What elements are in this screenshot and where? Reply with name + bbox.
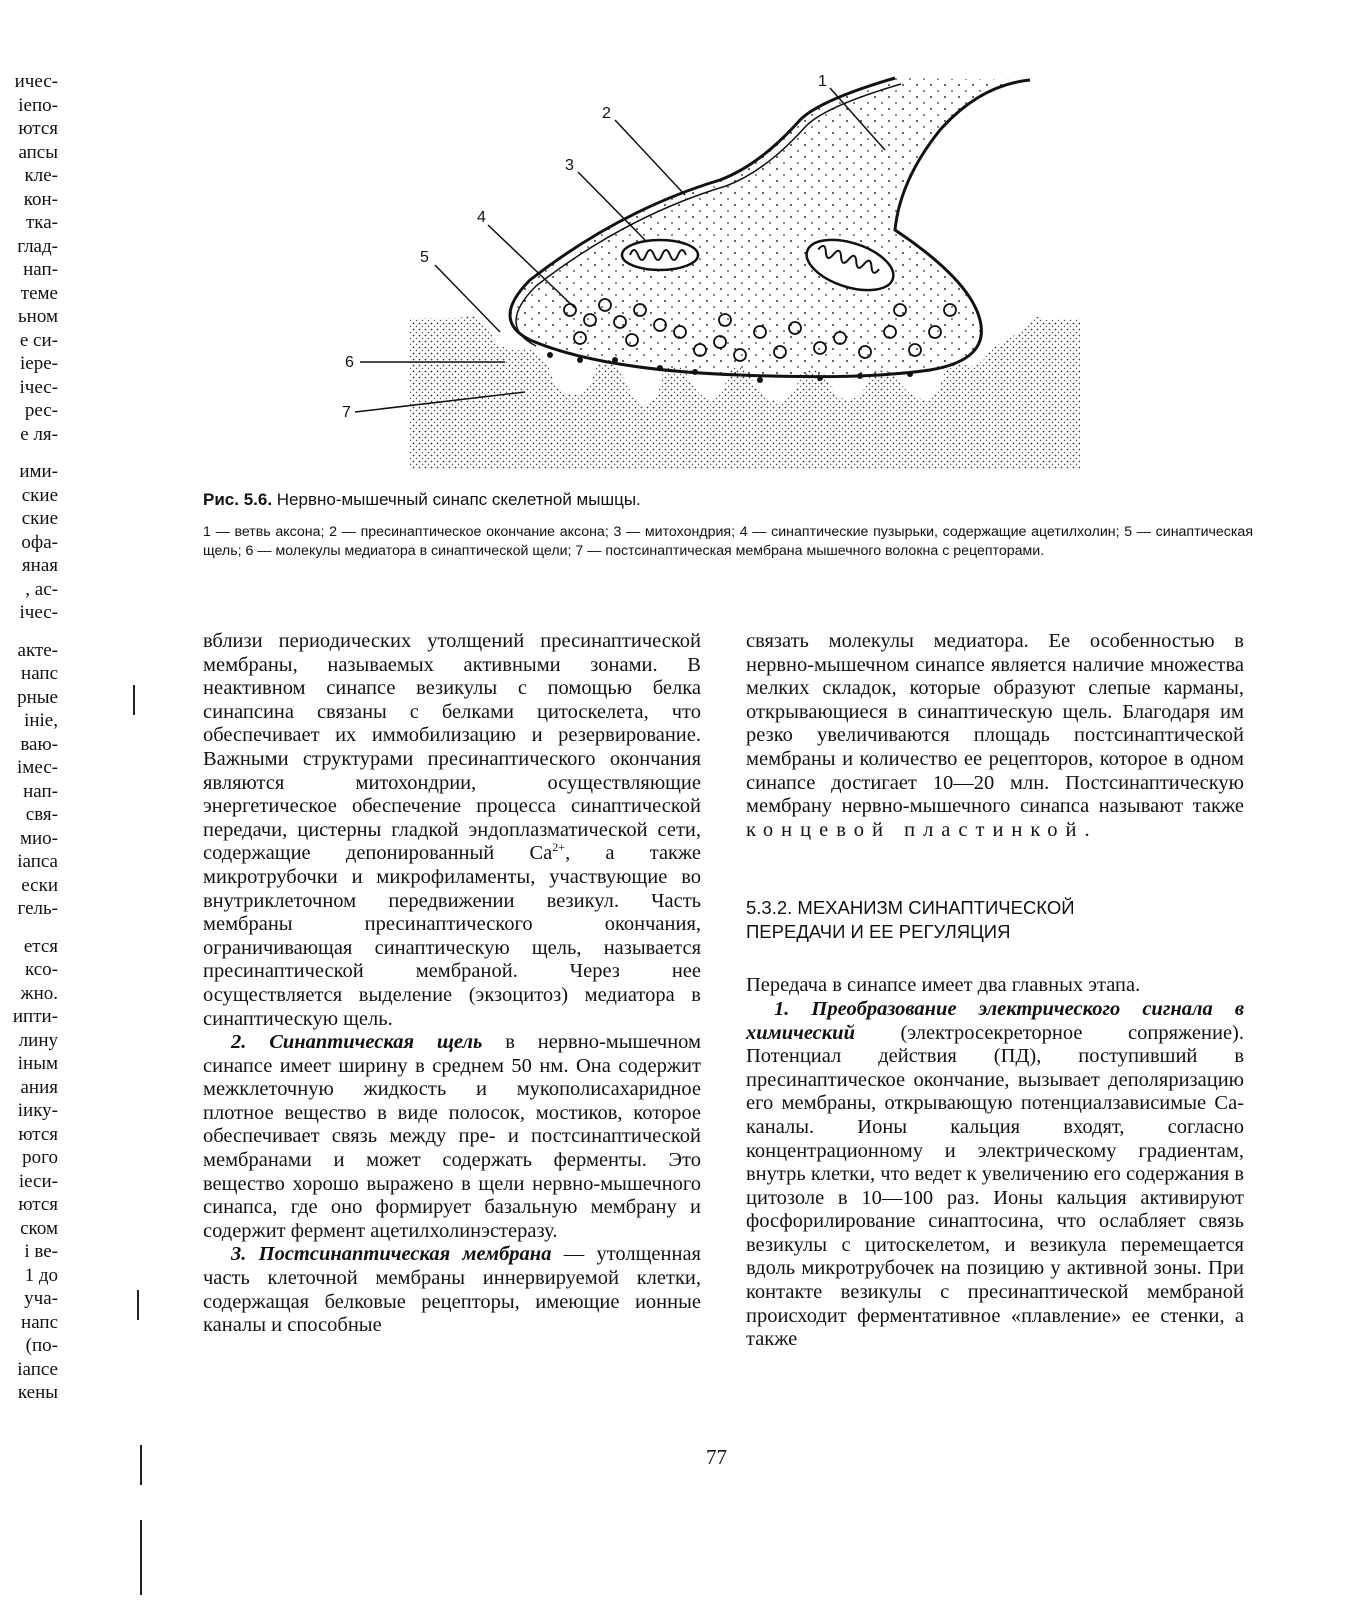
cropped-line: теме bbox=[20, 282, 58, 304]
cropped-line: акте- bbox=[17, 639, 58, 661]
mitochondrion bbox=[622, 240, 698, 270]
scan-artifact-line bbox=[137, 1290, 139, 1320]
paragraph: 1. Преобразование электрического сигнала в химический (электросекреторное сопряжение). Потенциал действия (ПД), поступивший в пресинаптическое окончание, вызывает деполяризацию его мембраны, открывающую потенциалзависимые Са-каналы. Ионы кальция входят, согласно концентрационному и электрическому градиентам, внутрь клетки, что ведет к увеличению его содержания в цитозоле в 10—100 раз. Ионы кальция активируют фосфорилирование синаптосина, что ослабляет связь везикулы с цитоскелетом, и везикула перемещается вдоль микротрубочек на позицию у активной зоны. При контакте везикулы с пресинаптической мембраной происходит ферментативное «плавление» ее стенки, а также bbox=[746, 997, 1244, 1351]
cropped-line: ески bbox=[21, 874, 58, 896]
cropped-line: рные bbox=[17, 686, 58, 708]
cropped-line: свя- bbox=[25, 804, 58, 825]
cropped-line: ічес- bbox=[19, 376, 58, 398]
cropped-line: напс bbox=[21, 1311, 58, 1333]
cropped-line: тка- bbox=[25, 212, 58, 233]
paragraph: связать молекулы медиатора. Ее особенностью в нервно-мышечном синапсе является наличие множества мелких складок, которые образуют слепые карманы, открывающиеся в синаптическую щель. Благодаря им резко увеличиваются площадь постсинаптической мембраны и количество ее рецепторов, которое в одном синапсе достигает 10—20 млн. Постсинаптическую мембрану нервно-мышечного синапса называют также концевой пластинкой. bbox=[746, 630, 1244, 841]
cropped-line: рес- bbox=[24, 400, 58, 421]
figure-caption-title: Рис. 5.6. Нервно-мышечный синапс скелетной мышцы. bbox=[203, 490, 641, 509]
cropped-line: іепо- bbox=[18, 94, 58, 116]
cropped-line: ичес- bbox=[14, 71, 58, 92]
cropped-line: ские bbox=[21, 508, 58, 529]
page-number: 77 bbox=[706, 1445, 727, 1469]
cropped-line: іапсе bbox=[17, 1358, 58, 1380]
figure-label-2: 2 bbox=[602, 105, 611, 122]
cropped-line: імес- bbox=[17, 757, 58, 778]
text-column-left bbox=[203, 630, 701, 1338]
cropped-line: ваю- bbox=[20, 733, 58, 755]
cropped-line: рого bbox=[22, 1147, 58, 1168]
axon-terminal bbox=[510, 78, 1030, 377]
cropped-line: напс bbox=[21, 663, 58, 684]
cropped-line: ется bbox=[23, 935, 58, 957]
cropped-line: е си- bbox=[19, 329, 58, 351]
paragraph: Передача в синапсе имеет два главных этапа. bbox=[746, 974, 1141, 997]
cropped-line: і ве- bbox=[24, 1241, 58, 1262]
cropped-line: ипти- bbox=[12, 1006, 58, 1027]
cropped-line bbox=[0, 625, 58, 639]
cropped-line: офа- bbox=[21, 531, 58, 553]
figure-label-1: 1 bbox=[818, 73, 827, 90]
figure-label-4: 4 bbox=[477, 209, 486, 226]
cropped-line: ічес- bbox=[19, 602, 58, 623]
cropped-line: ініе, bbox=[24, 710, 58, 731]
cropped-line: нап- bbox=[23, 259, 58, 280]
cropped-line: ются bbox=[18, 1123, 58, 1145]
figure-caption-legend: 1 — ветвь аксона; 2 — пресинаптическое окончание аксона; 3 — митохондрия; 4 — синаптические пузырьки, содержащие ацетилхолин; 5 — синаптическая щель; 6 — молекулы медиатора в синаптической щели; 7 — постсинаптическая мембрана мышечного волокна с рецепторами. bbox=[203, 524, 1253, 559]
cropped-line: ются bbox=[18, 1194, 58, 1215]
scan-artifact-line bbox=[133, 685, 135, 715]
cropped-line: ания bbox=[20, 1076, 58, 1098]
cropped-line: мио- bbox=[19, 827, 58, 849]
cropped-left-column bbox=[0, 70, 58, 1405]
cropped-line: іере- bbox=[20, 353, 58, 374]
cropped-line: ьном bbox=[18, 306, 58, 327]
cropped-line: нап- bbox=[23, 780, 58, 802]
cropped-line: 1 до bbox=[24, 1264, 58, 1286]
cropped-line: кон- bbox=[23, 188, 58, 210]
cropped-line: кены bbox=[17, 1382, 58, 1403]
cropped-line: ские bbox=[21, 484, 58, 506]
text-column-right bbox=[746, 630, 1244, 1352]
cropped-line: е ля- bbox=[20, 423, 58, 445]
cropped-line: яная bbox=[21, 555, 58, 576]
cropped-line: глад- bbox=[17, 235, 58, 257]
cropped-line: уча- bbox=[24, 1288, 58, 1309]
cropped-line: ксо- bbox=[24, 959, 58, 980]
figure-label-3: 3 bbox=[565, 157, 574, 174]
cropped-line: ими- bbox=[19, 461, 58, 482]
cropped-line: (по- bbox=[25, 1335, 58, 1356]
section-heading: 5.3.2. МЕХАНИЗМ СИНАПТИЧЕСКОЙ ПЕРЕДАЧИ И ЕЕ РЕГУЛЯЦИЯ bbox=[746, 897, 1075, 943]
cropped-line: лину bbox=[18, 1029, 58, 1051]
cropped-line: ются bbox=[18, 118, 58, 139]
cropped-line: жно. bbox=[20, 982, 58, 1004]
cropped-line bbox=[0, 446, 58, 460]
cropped-line: іапса bbox=[17, 851, 58, 872]
paragraph: 2. Синаптическая щель в нервно-мышечном синапсе имеет ширину в среднем 50 нм. Она содержит межклеточную жидкость и мукополисахаридное плотное вещество в виде полосок, мостиков, которое обеспечивает связь между пре- и постсинаптической мембранами и может содержать ферменты. Это вещество хорошо выражено в щели нервно-мышечного синапса, где оно формирует базальную мембрану и содержит фермент ацетилхолинэстеразу. bbox=[203, 1031, 701, 1242]
cropped-line: кле- bbox=[24, 165, 58, 186]
scan-artifact-line bbox=[140, 1445, 142, 1485]
cropped-line: іику- bbox=[17, 1100, 58, 1121]
cropped-line bbox=[0, 921, 58, 935]
synapse-figure bbox=[340, 70, 1100, 480]
figure-label-5: 5 bbox=[420, 249, 429, 266]
paragraph: вблизи периодических утолщений пресинаптической мембраны, называемых активными зонами. В неактивном синапсе везикулы с помощью белка синапсина связаны с белками цитоскелета, что обеспечивает их иммобилизацию и резервирование. Важными структурами пресинаптического окончания являются митохондрии, осуществляющие энергетическое обеспечение процесса синаптической передачи, цистерны гладкой эндоплазматической сети, содержащие депонированный $Ca^{2+}$, а также микротрубочки и микрофиламенты, участвующие во внутриклеточном передвижении везикул. Часть мембраны пресинаптического окончания, ограничивающая синаптическую щель, называется пресинаптической мембраной. Через нее осуществляется выделение (экзоцитоз) медиатора в синаптическую щель. bbox=[203, 630, 702, 1030]
cropped-line: апсы bbox=[18, 141, 58, 163]
figure-label-7: 7 bbox=[342, 404, 351, 421]
cropped-line: гель- bbox=[17, 898, 58, 919]
paragraph: 3. Постсинаптическая мембрана — утолщенная часть клеточной мембраны иннервируемой клетки, содержащая белковые рецепторы, имеющие ионные каналы и способные bbox=[203, 1243, 701, 1337]
cropped-line: , ас- bbox=[25, 578, 58, 600]
figure-label-6: 6 bbox=[345, 354, 354, 371]
scan-artifact-line bbox=[140, 1520, 142, 1595]
cropped-line: ском bbox=[20, 1217, 58, 1239]
cropped-line: іным bbox=[17, 1053, 58, 1074]
cropped-line: іеси- bbox=[18, 1170, 58, 1192]
